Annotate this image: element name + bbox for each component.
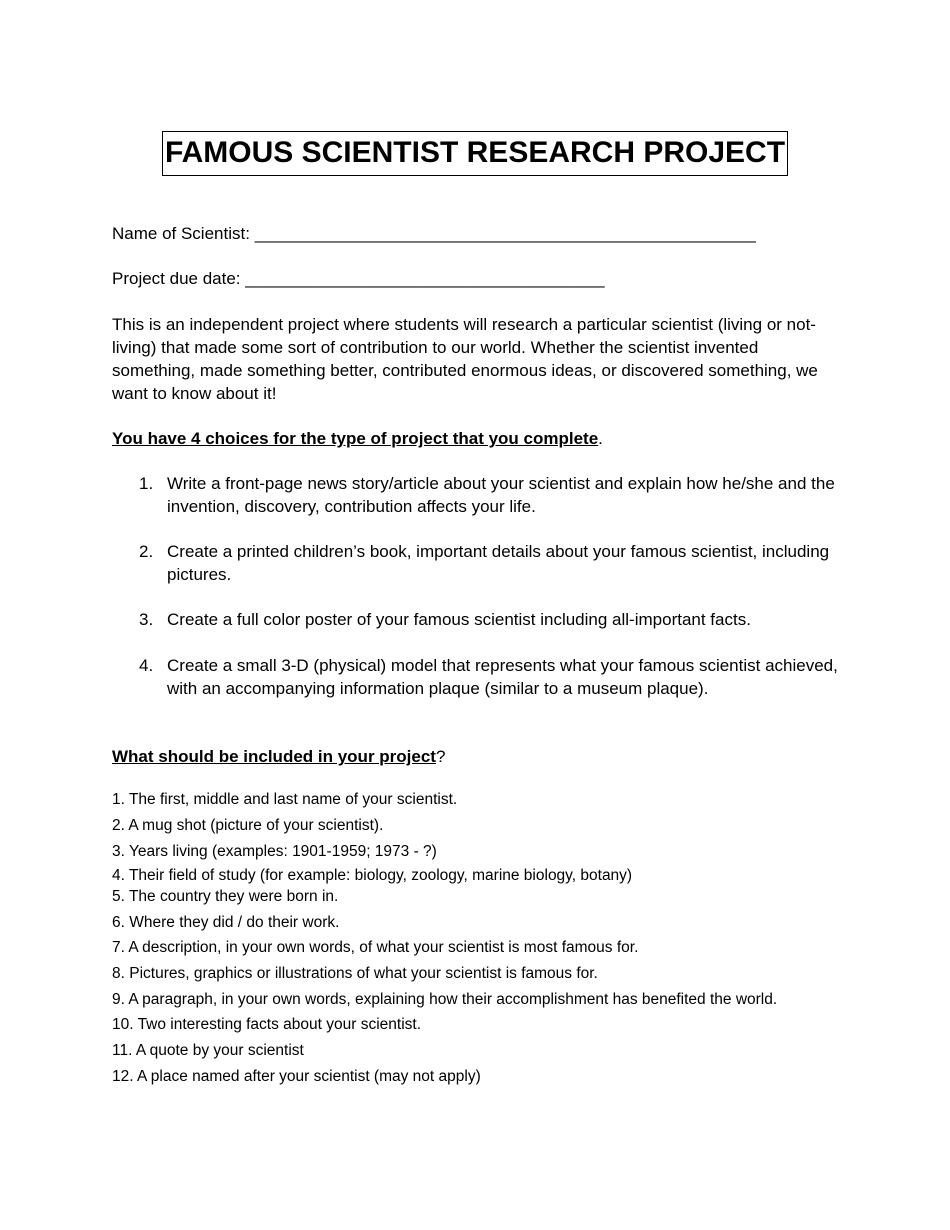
list-item: 1. The first, middle and last name of your scientist. — [112, 791, 458, 808]
list-item: 9. A paragraph, in your own words, explaining how their accomplishment has benefited the world. — [112, 991, 778, 1008]
scientist-name-field — [112, 222, 756, 245]
due-date-blank: ______________________________________ — [245, 269, 605, 288]
list-item: 10. Two interesting facts about your scientist. — [112, 1016, 422, 1033]
choices-heading-text: You have 4 choices for the type of project that you complete — [112, 429, 599, 448]
choices-heading-period: . — [598, 429, 603, 448]
due-date-label: Project due date: — [112, 269, 241, 288]
list-item: 7. A description, in your own words, of what your scientist is most famous for. — [112, 939, 639, 956]
choice-number: 2. — [139, 542, 154, 561]
choice-item — [112, 654, 852, 700]
list-item: 4. Their field of study (for example: biology, zoology, marine biology, botany) — [112, 867, 633, 884]
choice-item — [112, 608, 852, 631]
list-item: 11. A quote by your scientist — [112, 1042, 304, 1059]
choices-heading — [112, 427, 603, 450]
included-heading — [112, 745, 445, 768]
title-wrap — [0, 131, 950, 176]
page-title: FAMOUS SCIENTIST RESEARCH PROJECT — [162, 131, 788, 176]
due-date-field — [112, 267, 605, 290]
list-item: 12. A place named after your scientist (may not apply) — [112, 1068, 481, 1085]
list-item: 5. The country they were born in. — [112, 888, 339, 905]
choice-number: 1. — [139, 474, 154, 493]
included-heading-mark: ? — [435, 747, 446, 766]
choice-number: 4. — [139, 656, 154, 675]
list-item: 6. Where they did / do their work. — [112, 914, 340, 931]
choice-text: Create a printed children’s book, important details about your famous scientist, including pictures. — [167, 542, 830, 584]
list-item: 3. Years living (examples: 1901-1959; 1973 - ?) — [112, 843, 437, 860]
list-item: 2. A mug shot (picture of your scientist). — [112, 817, 384, 834]
choice-text: Create a full color poster of your famous scientist including all-important facts. — [167, 610, 751, 629]
list-item: 8. Pictures, graphics or illustrations of what your scientist is famous for. — [112, 965, 598, 982]
scientist-name-blank: _____________________________________________________ — [254, 224, 756, 243]
choice-text: Write a front-page news story/article about your scientist and explain how he/she and the invention, discovery, contribution affects your life. — [167, 474, 835, 516]
choice-item — [112, 540, 852, 586]
intro-paragraph: This is an independent project where students will research a particular scientist (living or not-living) that made some sort of contribution to our world. Whether the scientist invented something, made something better, contributed enormous ideas, or discovered something, we want to know about it! — [112, 315, 818, 403]
scientist-name-label: Name of Scientist: — [112, 224, 250, 243]
choice-number: 3. — [139, 610, 154, 629]
choice-item — [112, 472, 852, 518]
included-heading-text: What should be included in your project — [112, 747, 436, 766]
choice-text: Create a small 3-D (physical) model that represents what your famous scientist achieved, with an accompanying information plaque (similar to a museum plaque). — [167, 656, 838, 698]
